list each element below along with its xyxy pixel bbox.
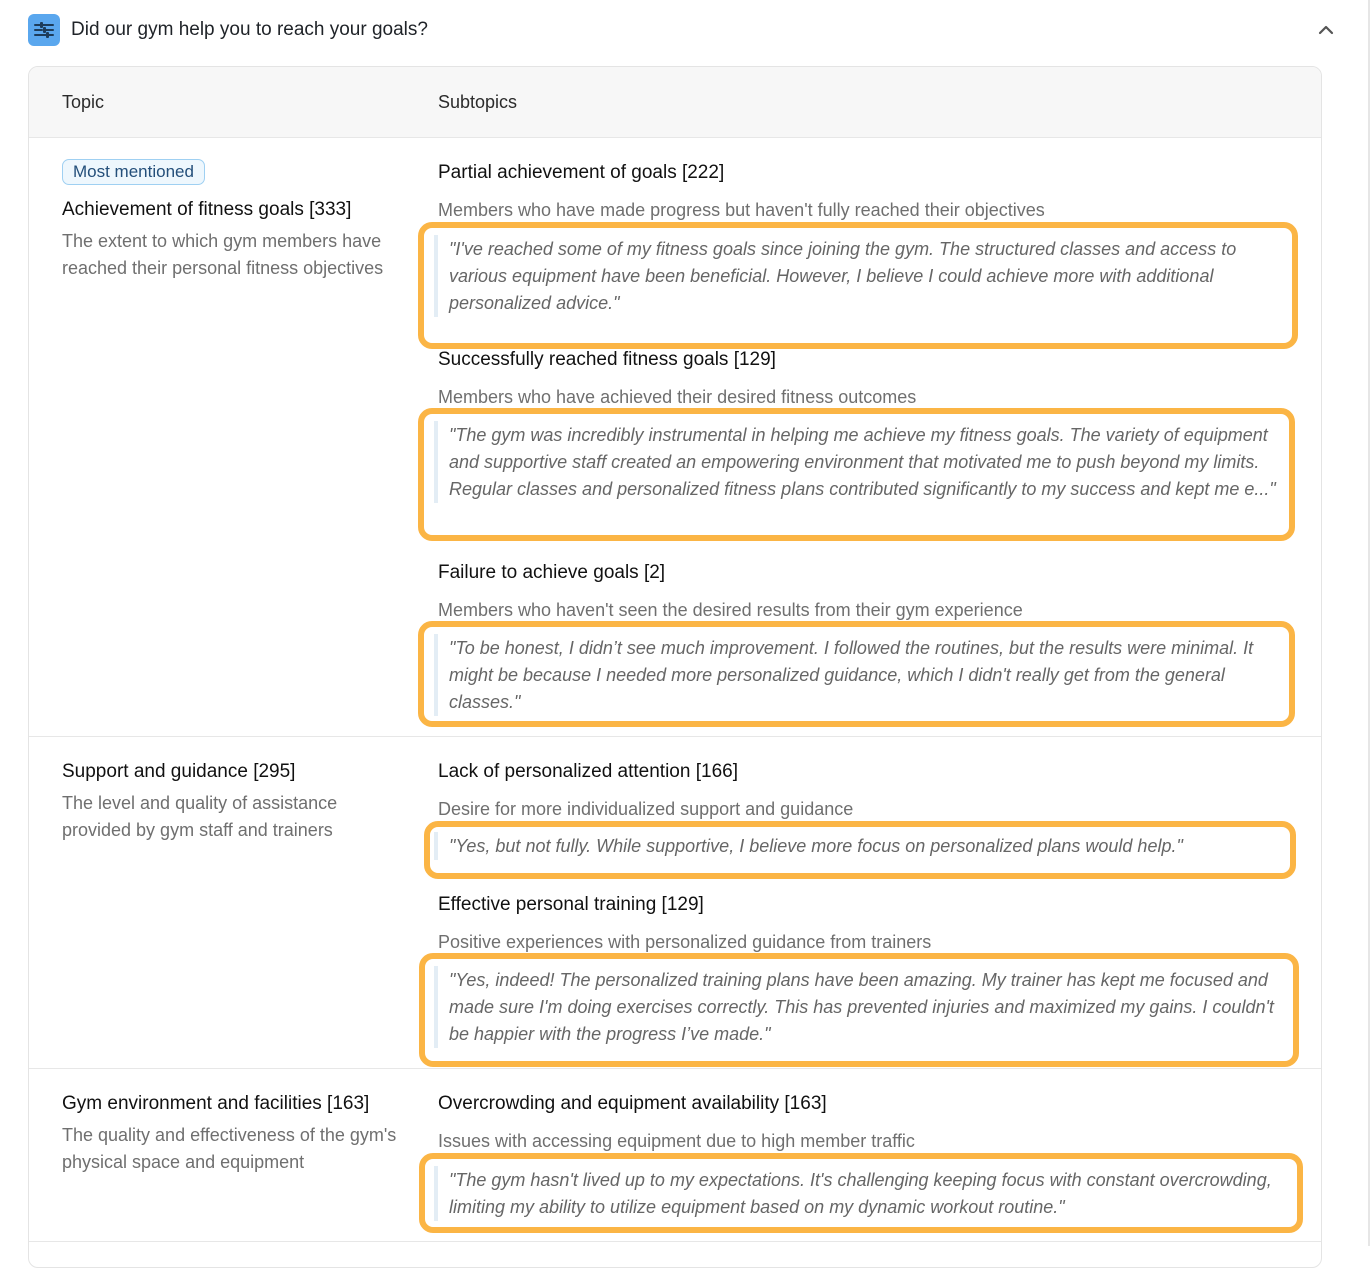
- topic-title: Gym environment and facilities [163]: [62, 1093, 370, 1114]
- subtopic-title: Partial achievement of goals [222]: [438, 162, 725, 183]
- quote-highlight: [418, 621, 1295, 727]
- column-header-topic: Topic: [62, 92, 105, 112]
- quote-text: "Yes, but not fully. While supportive, I believe more focus on personalized plans would help.": [434, 832, 1290, 860]
- topic-title: Support and guidance [295]: [62, 761, 296, 782]
- subtopic-title: Effective personal training [129]: [438, 894, 704, 915]
- table-header: [29, 67, 1321, 138]
- subtopics-cell: [438, 138, 1288, 736]
- quote-highlight: [419, 953, 1299, 1067]
- subtopic: [438, 760, 1288, 856]
- subtopic: [438, 161, 1288, 313]
- quote-text: "Yes, indeed! The personalized training plans have been amazing. My trainer has kept me focused and made sure I'm doing exercises correctly. This has prevented injuries and maximized my gains. I couldn't be happier with the progress I’ve made.": [434, 966, 1293, 1048]
- subtopic-title: Overcrowding and equipment availability [163]: [438, 1093, 827, 1114]
- chevron-up-icon: [1318, 25, 1334, 35]
- quote-highlight: [418, 222, 1298, 349]
- subtopic: [438, 561, 1288, 712]
- question-title: Did our gym help you to reach your goals?: [71, 19, 428, 40]
- topic-title: Achievement of fitness goals [333]: [62, 199, 352, 220]
- list-filter-icon: [28, 14, 60, 46]
- topic-description: The level and quality of assistance provided by gym staff and trainers: [62, 793, 338, 840]
- topics-table: [28, 66, 1322, 1268]
- collapse-button[interactable]: [1312, 16, 1340, 44]
- table-row: [29, 1069, 1321, 1242]
- topic-cell: [62, 1092, 402, 1176]
- topic-cell: [62, 760, 402, 844]
- question-header: [28, 12, 1340, 48]
- subtopic: [438, 893, 1288, 1044]
- table-row: [29, 138, 1321, 737]
- subtopics-cell: [438, 1069, 1288, 1241]
- subtopic-title: Failure to achieve goals [2]: [438, 562, 666, 583]
- quote-highlight: [419, 1153, 1303, 1233]
- quote-text: "I've reached some of my fitness goals since joining the gym. The structured classes and access to various equipment have been beneficial. However, I believe I could achieve more with additional personalized advice.": [434, 235, 1292, 317]
- subtopic: [438, 1092, 1288, 1217]
- subtopic-title: Successfully reached fitness goals [129]: [438, 349, 776, 370]
- topic-description: The extent to which gym members have reached their personal fitness objectives: [62, 231, 384, 278]
- topic-cell: [62, 159, 402, 282]
- quote-highlight: [418, 408, 1295, 541]
- quote-text: "To be honest, I didn’t see much improvement. I followed the routines, but the results were minimal. It might be because I needed more personalized guidance, which I didn't really get from the general classes.": [434, 634, 1289, 716]
- subtopic-description: Issues with accessing equipment due to high member traffic: [438, 1131, 915, 1151]
- table-row: [29, 737, 1321, 1069]
- most-mentioned-badge: Most mentioned: [62, 159, 205, 185]
- subtopic: [438, 348, 1288, 499]
- topic-description: The quality and effectiveness of the gym's physical space and equipment: [62, 1125, 397, 1172]
- subtopics-cell: [438, 737, 1288, 1068]
- quote-text: "The gym was incredibly instrumental in helping me achieve my fitness goals. The variety of equipment and supportive staff created an empowering environment that motivated me to push beyond my limits. Regular classes and personalized fitness plans contributed significantly to my success and kept me e...": [434, 421, 1289, 503]
- quote-highlight: [424, 821, 1296, 879]
- column-header-subtopics: Subtopics: [438, 92, 518, 112]
- subtopic-description: Members who have made progress but haven't fully reached their objectives: [438, 200, 1045, 220]
- quote-text: "The gym hasn't lived up to my expectations. It's challenging keeping focus with constant overcrowding, limiting my ability to utilize equipment based on my dynamic workout routine.": [434, 1166, 1297, 1221]
- subtopic-description: Positive experiences with personalized guidance from trainers: [438, 932, 932, 952]
- subtopic-description: Desire for more individualized support and guidance: [438, 799, 854, 819]
- subtopic-title: Lack of personalized attention [166]: [438, 761, 738, 782]
- subtopic-description: Members who have achieved their desired fitness outcomes: [438, 387, 917, 407]
- subtopic-description: Members who haven't seen the desired results from their gym experience: [438, 600, 1023, 620]
